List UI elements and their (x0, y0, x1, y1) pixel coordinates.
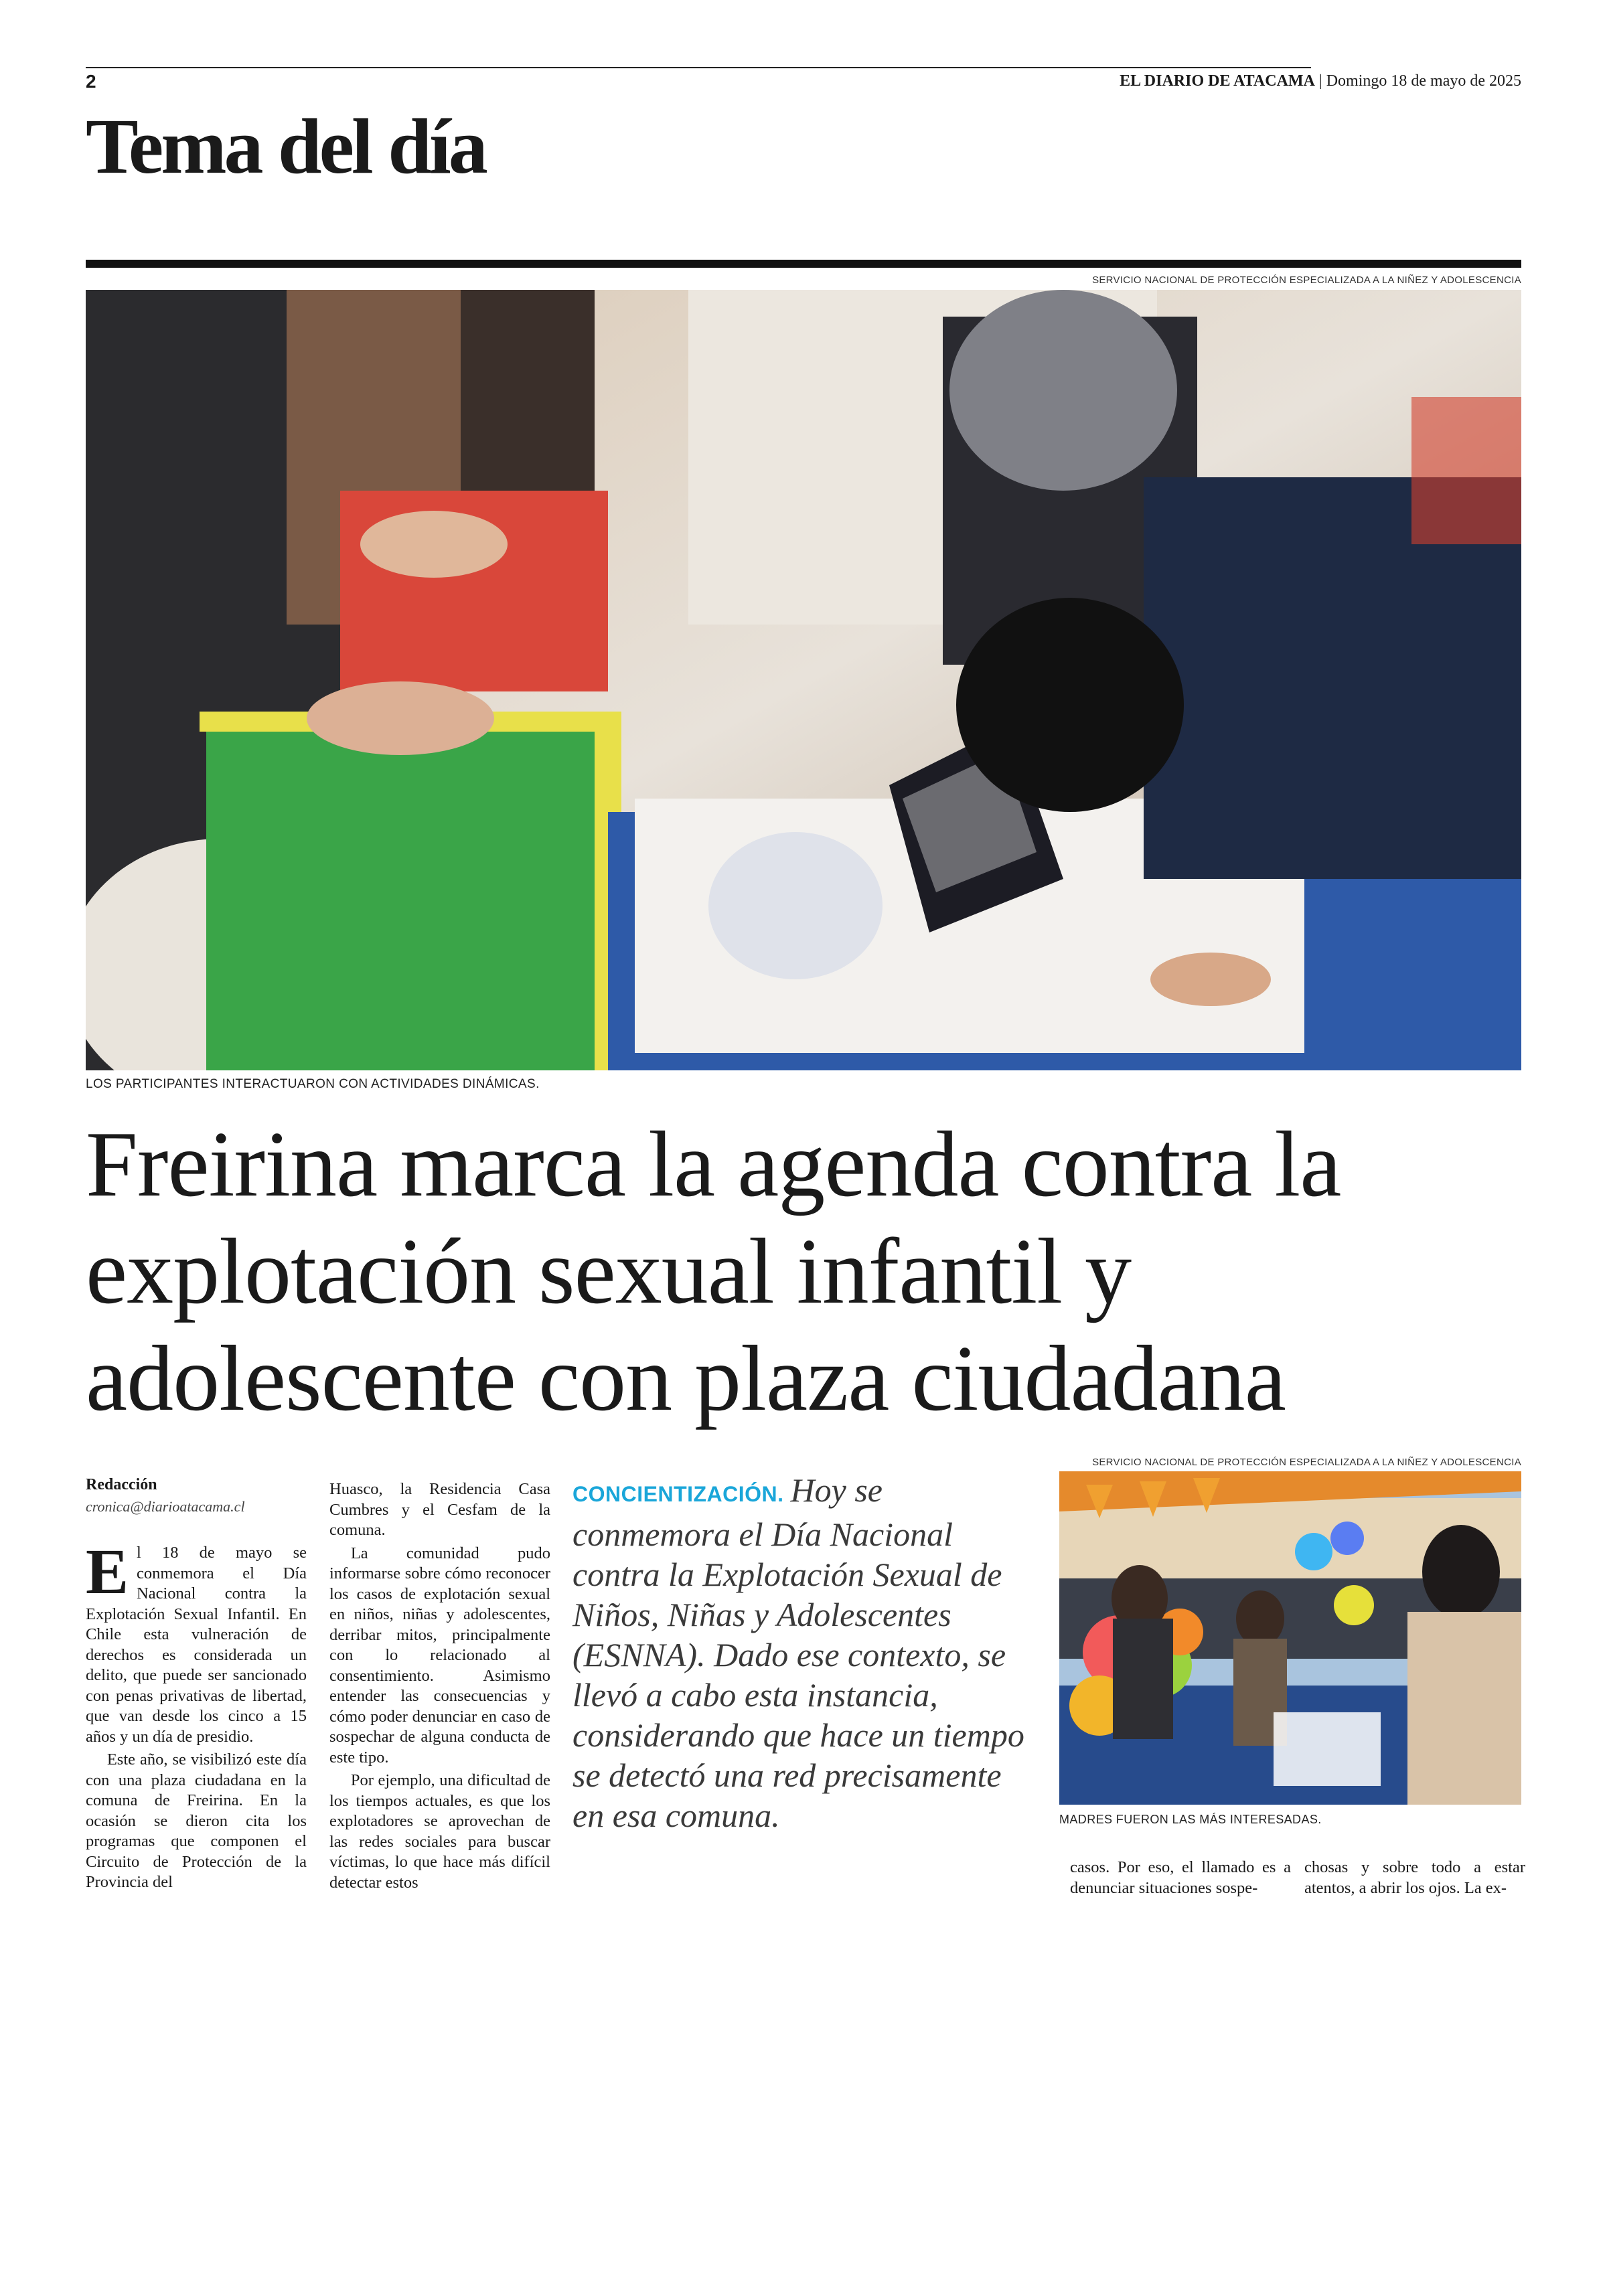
article-headline: Freirina marca la agenda contra la explotación sexual infantil y adolescente con plaza ciudadana (86, 1113, 1341, 1430)
article-column-4 (1304, 1858, 1525, 1901)
main-photo (86, 290, 1521, 1070)
article-column-2 (329, 1479, 550, 1896)
byline-email: cronica@diarioatacama.cl (86, 1498, 245, 1515)
second-photo-illustration (1059, 1471, 1521, 1805)
article-paragraph: Huasco, la Residencia Casa Cumbres y el Cesfam de la comuna. (329, 1480, 550, 1539)
second-photo (1059, 1471, 1521, 1805)
paragraph-text: l 18 de mayo se conmemora el Día Nacional contra la Explotación Sexual Infantil. En Chile esta vulneración de derechos es considerada un delito, que puede ser sancionado con penas privativas de libertad, que van desde los cinco a 15 años y un día de presidio. (86, 1544, 307, 1746)
publication-date: Domingo 18 de mayo de 2025 (1326, 72, 1521, 90)
masthead-line (1120, 72, 1521, 90)
main-photo-caption: LOS PARTICIPANTES INTERACTUARON CON ACTIVIDADES DINÁMICAS. (86, 1077, 540, 1091)
page-number: 2 (86, 71, 96, 92)
article-paragraph: chosas y sobre todo a estar atentos, a abrir los ojos. La ex- (1304, 1858, 1525, 1897)
drop-cap: E (86, 1536, 129, 1607)
article-paragraph: Este año, se visibilizó este día con una plaza ciudadana en la comuna de Freirina. En la ocasión se dieron cita los programas que componen el Circuito de Protección de la Provincia del (86, 1750, 307, 1891)
section-title: Tema del día (86, 102, 485, 190)
pull-quote (572, 1470, 1041, 1835)
pull-quote-kicker: CONCIENTIZACIÓN. (572, 1482, 784, 1506)
second-photo-credit: SERVICIO NACIONAL DE PROTECCIÓN ESPECIALIZADA A LA NIÑEZ Y ADOLESCENCIA (1092, 1457, 1521, 1468)
article-paragraph: casos. Por eso, el llamado es a denunciar situaciones sospe- (1070, 1858, 1291, 1897)
byline-name: Redacción (86, 1476, 157, 1493)
main-photo-credit: SERVICIO NACIONAL DE PROTECCIÓN ESPECIALIZADA A LA NIÑEZ Y ADOLESCENCIA (1092, 274, 1521, 286)
pull-quote-text: Hoy se conmemora el Día Nacional contra la Explotación Sexual de Niños, Niñas y Adolescentes (ESNNA). Dado ese contexto, se llevó a cabo esta instancia, considerando que hace un tiempo se detectó una red precisamente en esa comuna. (572, 1471, 1024, 1834)
second-photo-caption: MADRES FUERON LAS MÁS INTERESADAS. (1059, 1813, 1322, 1826)
publication-name: EL DIARIO DE ATACAMA (1120, 72, 1315, 90)
article-column-1 (86, 1536, 307, 1896)
article-paragraph: Por ejemplo, una dificultad de los tiempos actuales, es que los explotadores se aprovechan de las redes sociales para buscar víctimas, lo que hace más difícil detectar estos (329, 1771, 550, 1892)
article-column-3 (1070, 1858, 1291, 1901)
section-rule (86, 260, 1521, 268)
masthead-separator: | (1318, 72, 1322, 90)
top-rule (86, 67, 1311, 68)
main-photo-illustration (86, 290, 1521, 1070)
article-paragraph: La comunidad pudo informarse sobre cómo reconocer los casos de explotación sexual en niños, niñas y adolescentes, derribar mitos, principalmente con lo relacionado al consentimiento. Asimismo entender las consecuencias y cómo poder denunciar en caso de sospechar de alguna conducta de este tipo. (329, 1544, 550, 1767)
article-paragraph (86, 1536, 307, 1747)
